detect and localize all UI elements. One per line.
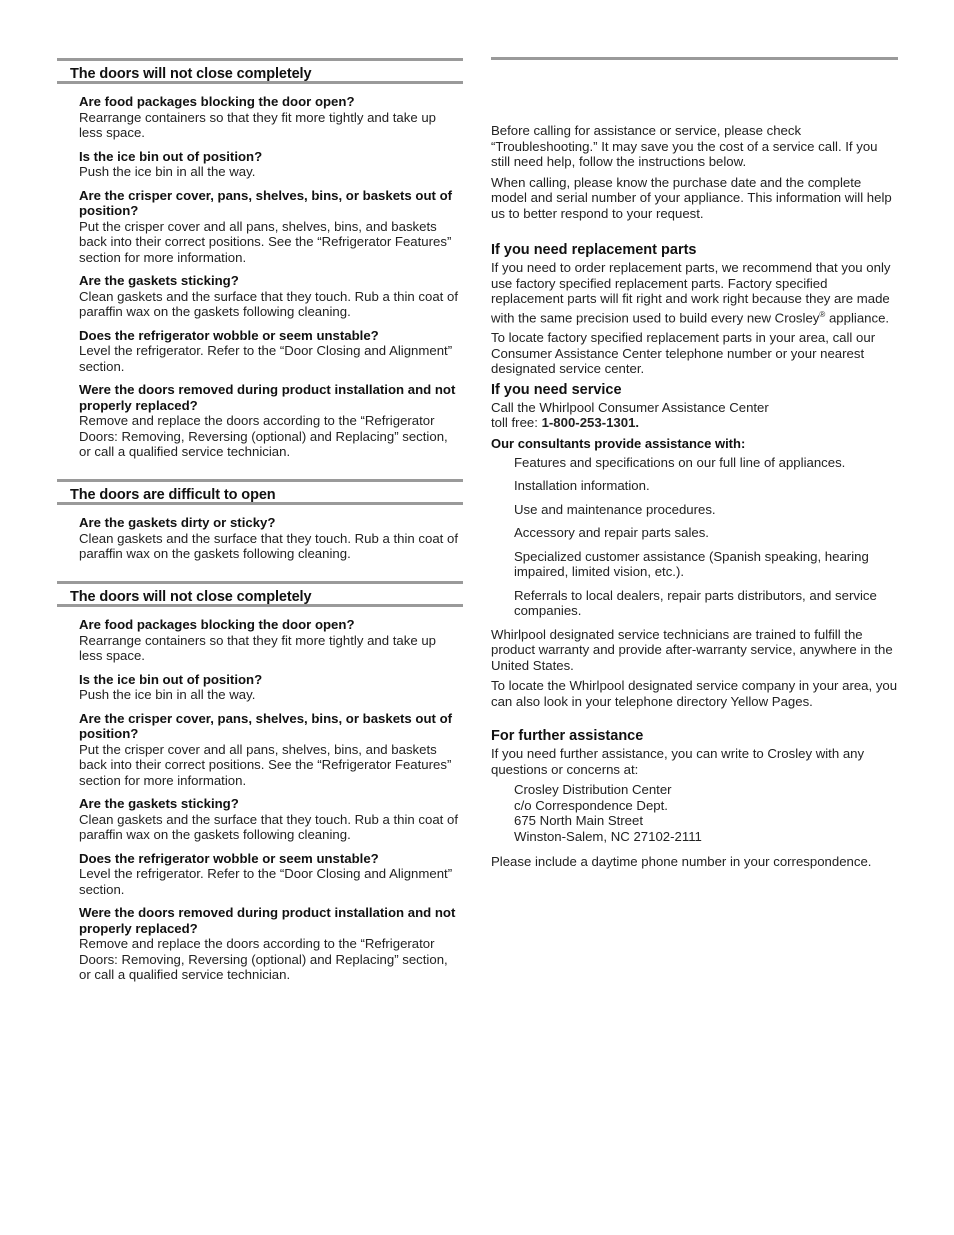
service-paragraph: Whirlpool designated service technicians are trained to fulfill the product warranty and provide after-warranty service, anywhere in the United States.: [491, 626, 893, 673]
address-line: 675 North Main Street: [514, 813, 644, 829]
consultants-heading: Our consultants provide assistance with:: [491, 435, 746, 451]
parts-text: If you need to order replacement parts, we recommend that you only use factory specified replacement parts. Factory specified replacement parts will fit right and work right because they are made with the same precision used to build every new Crosley: [491, 260, 891, 325]
answer: Push the ice bin in all the way.: [79, 164, 256, 179]
question: Is the ice bin out of position?: [79, 671, 263, 687]
list-item: Features and specifications on our full line of appliances.: [514, 454, 846, 470]
question: Are the gaskets dirty or sticky?: [79, 515, 276, 530]
parts-text-end: appliance.: [825, 309, 890, 325]
list-item: [79, 328, 463, 375]
section-doors-not-close-1: [57, 58, 463, 468]
heading-further-assistance: For further assistance: [491, 728, 644, 745]
service-paragraph: To locate the Whirlpool designated service company in your area, you can also look in your telephone directory Yellow Pages.: [491, 678, 898, 709]
list-item: [79, 515, 463, 562]
list-item: [79, 711, 463, 789]
question: Is the ice bin out of position?: [79, 148, 263, 164]
toll-free-label: toll free:: [491, 415, 542, 431]
list-item: Specialized customer assistance (Spanish speaking, hearing impaired, limited vision, etc.).: [514, 548, 869, 580]
section-doors-difficult-to-open: [57, 479, 463, 570]
assistance-content: [491, 123, 898, 875]
list-item: Accessory and repair parts sales.: [514, 525, 709, 541]
question: Were the doors removed during product installation and not properly replaced?: [79, 382, 456, 413]
question: Were the doors removed during product installation and not properly replaced?: [79, 905, 456, 936]
question: Does the refrigerator wobble or seem unstable?: [79, 327, 379, 343]
list-item: Use and maintenance procedures.: [514, 501, 716, 517]
list-item: Referrals to local dealers, repair parts distributors, and service companies.: [514, 587, 877, 619]
answer: Clean gaskets and the surface that they touch. Rub a thin coat of paraffin wax on the gaskets following cleaning.: [79, 288, 459, 319]
section-doors-not-close-2: [57, 581, 463, 991]
question: Are food packages blocking the door open?: [79, 617, 355, 632]
further-paragraph: Please include a daytime phone number in your correspondence.: [491, 854, 872, 870]
answer: Clean gaskets and the surface that they touch. Rub a thin coat of paraffin wax on the gaskets following cleaning.: [79, 811, 459, 842]
consultants-list: [491, 455, 898, 619]
answer: Rearrange containers so that they fit more tightly and take up less space.: [79, 632, 436, 663]
parts-paragraph: To locate factory specified replacement parts in your area, call our Consumer Assistance Center telephone number or your nearest designated service center.: [491, 330, 876, 377]
section-heading: The doors will not close completely: [57, 581, 463, 607]
list-item: [79, 672, 463, 703]
intro-paragraph: When calling, please know the purchase date and the complete model and serial number of your appliance. This information will help us to better respond to your request.: [491, 174, 892, 221]
section-heading: The doors will not close completely: [57, 58, 463, 84]
list-item: [79, 273, 463, 320]
answer: Level the refrigerator. Refer to the “Door Closing and Alignment” section.: [79, 866, 453, 897]
question: Are the gaskets sticking?: [79, 273, 239, 288]
further-paragraph: If you need further assistance, you can write to Crosley with any questions or concerns at:: [491, 746, 865, 777]
address-line: c/o Correspondence Dept.: [514, 797, 668, 813]
registered-mark: ®: [819, 309, 826, 319]
service-call-text: Call the Whirlpool Consumer Assistance Center: [491, 399, 769, 415]
answer: Push the ice bin in all the way.: [79, 687, 256, 702]
question: Are the gaskets sticking?: [79, 796, 239, 811]
answer: Rearrange containers so that they fit more tightly and take up less space.: [79, 109, 436, 140]
list-item: [79, 188, 463, 266]
section-heading: The doors are difficult to open: [57, 479, 463, 505]
list-item: Installation information.: [514, 478, 650, 494]
section-items: [57, 84, 463, 460]
answer: Remove and replace the doors according to the “Refrigerator Doors: Removing, Reversing (optional) and Replacing” section, or call a qualified service technician.: [79, 413, 448, 459]
answer: Put the crisper cover and all pans, shelves, bins, and baskets back into their correct positions. See the “Refrigerator Features” section for more information.: [79, 741, 452, 788]
list-item: [79, 851, 463, 898]
answer: Remove and replace the doors according to the “Refrigerator Doors: Removing, Reversing (optional) and Replacing” section, or call a qualified service technician.: [79, 936, 448, 982]
address-line: Crosley Distribution Center: [514, 782, 672, 798]
question: Does the refrigerator wobble or seem unstable?: [79, 850, 379, 866]
list-item: [79, 94, 463, 141]
list-item: [79, 149, 463, 180]
parts-paragraph: [491, 260, 898, 325]
service-call-paragraph: [491, 400, 898, 431]
address-line: Winston-Salem, NC 27102-2111: [514, 828, 702, 844]
heading-replacement-parts: If you need replacement parts: [491, 242, 697, 258]
top-rule: [491, 57, 898, 60]
list-item: [79, 905, 463, 983]
question: Are the crisper cover, pans, shelves, bins, or baskets out of position?: [79, 710, 453, 741]
answer: Put the crisper cover and all pans, shelves, bins, and baskets back into their correct positions. See the “Refrigerator Features” section for more information.: [79, 218, 452, 265]
section-items: [57, 607, 463, 983]
list-item: [79, 382, 463, 460]
mailing-address: [491, 782, 898, 844]
answer: Level the refrigerator. Refer to the “Door Closing and Alignment” section.: [79, 343, 453, 374]
intro-paragraph: Before calling for assistance or service, please check “Troubleshooting.” It may save you the cost of a service call. If you still need help, follow the instructions below.: [491, 123, 878, 169]
question: Are the crisper cover, pans, shelves, bins, or baskets out of position?: [79, 187, 453, 218]
question: Are food packages blocking the door open?: [79, 94, 355, 109]
section-items: [57, 505, 463, 562]
list-item: [79, 796, 463, 843]
phone-number: 1-800-253-1301.: [541, 415, 640, 431]
list-item: [79, 617, 463, 664]
answer: Clean gaskets and the surface that they touch. Rub a thin coat of paraffin wax on the gaskets following cleaning.: [79, 530, 459, 561]
heading-service: If you need service: [491, 381, 622, 398]
